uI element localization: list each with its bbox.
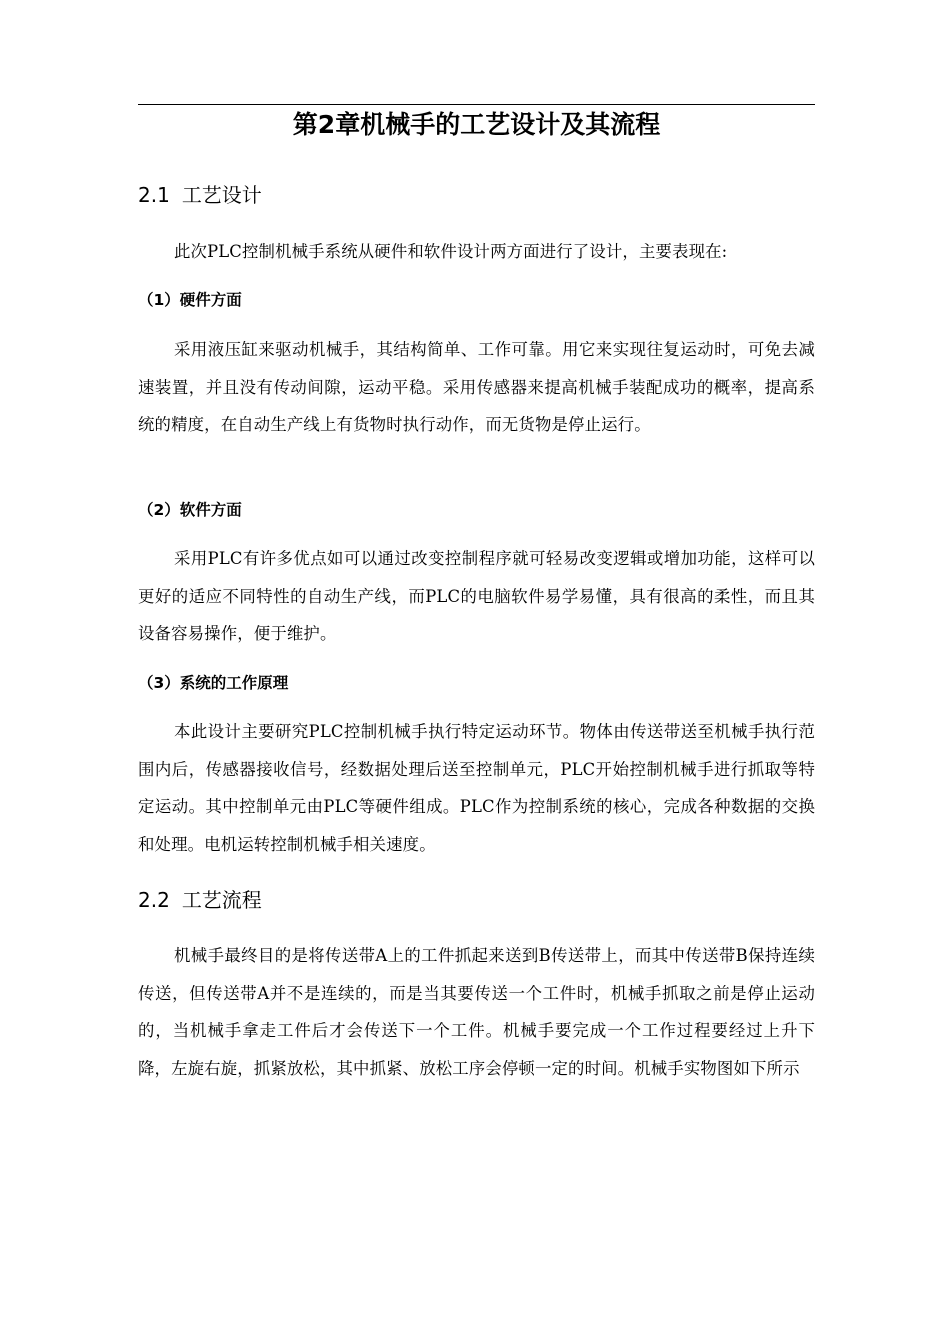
subsection-heading-hardware: （1）硬件方面 bbox=[138, 291, 242, 309]
process-paragraph: 机械手最终目的是将传送带A上的工件抓起来送到B传送带上，而其中传送带B保持连续传送，但传送带A并不是连续的，而是当其要传送一个工件时，机械手抓取之前是停止运动的，当机械手拿走工件后才会传送下一个工件。机械手要完成一个工作过程要经过上升下降，左旋右旋，抓紧放松，其中抓紧、放松工序会停顿一定的时间。机械手实物图如下所示 bbox=[138, 946, 815, 1078]
section-heading-2-2 bbox=[138, 886, 262, 914]
chapter-title: 第2章机械手的工艺设计及其流程 bbox=[292, 110, 661, 139]
section-title-text: 工艺流程 bbox=[181, 888, 262, 912]
subsection-heading-principle: （3）系统的工作原理 bbox=[138, 674, 289, 692]
section-number: 2.1 bbox=[138, 183, 170, 207]
section-heading-2-1 bbox=[138, 181, 262, 209]
hardware-paragraph: 采用液压缸来驱动机械手，其结构简单、工作可靠。用它来实现往复运动时，可免去减速装置，并且没有传动间隙，运动平稳。采用传感器来提高机械手装配成功的概率，提高系统的精度，在自动生产线上有货物时执行动作，而无货物是停止运行。 bbox=[138, 340, 815, 434]
software-paragraph: 采用PLC有许多优点如可以通过改变控制程序就可轻易改变逻辑或增加功能，这样可以更好的适应不同特性的自动生产线，而PLC的电脑软件易学易懂，具有很高的柔性，而且其设备容易操作，便于维护。 bbox=[138, 549, 815, 643]
section-title-text: 工艺设计 bbox=[181, 183, 262, 207]
subsection-heading-software: （2）软件方面 bbox=[138, 501, 242, 519]
intro-paragraph: 此次PLC控制机械手系统从硬件和软件设计两方面进行了设计，主要表现在: bbox=[174, 242, 728, 261]
section-number: 2.2 bbox=[138, 888, 170, 912]
principle-paragraph: 本此设计主要研究PLC控制机械手执行特定运动环节。物体由传送带送至机械手执行范围内后，传感器接收信号，经数据处理后送至控制单元，PLC开始控制机械手进行抓取等特定运动。其中控制单元由PLC等硬件组成。PLC作为控制系统的核心，完成各种数据的交换和处理。电机运转控制机械手相关速度。 bbox=[138, 722, 815, 854]
header-rule bbox=[138, 104, 815, 105]
